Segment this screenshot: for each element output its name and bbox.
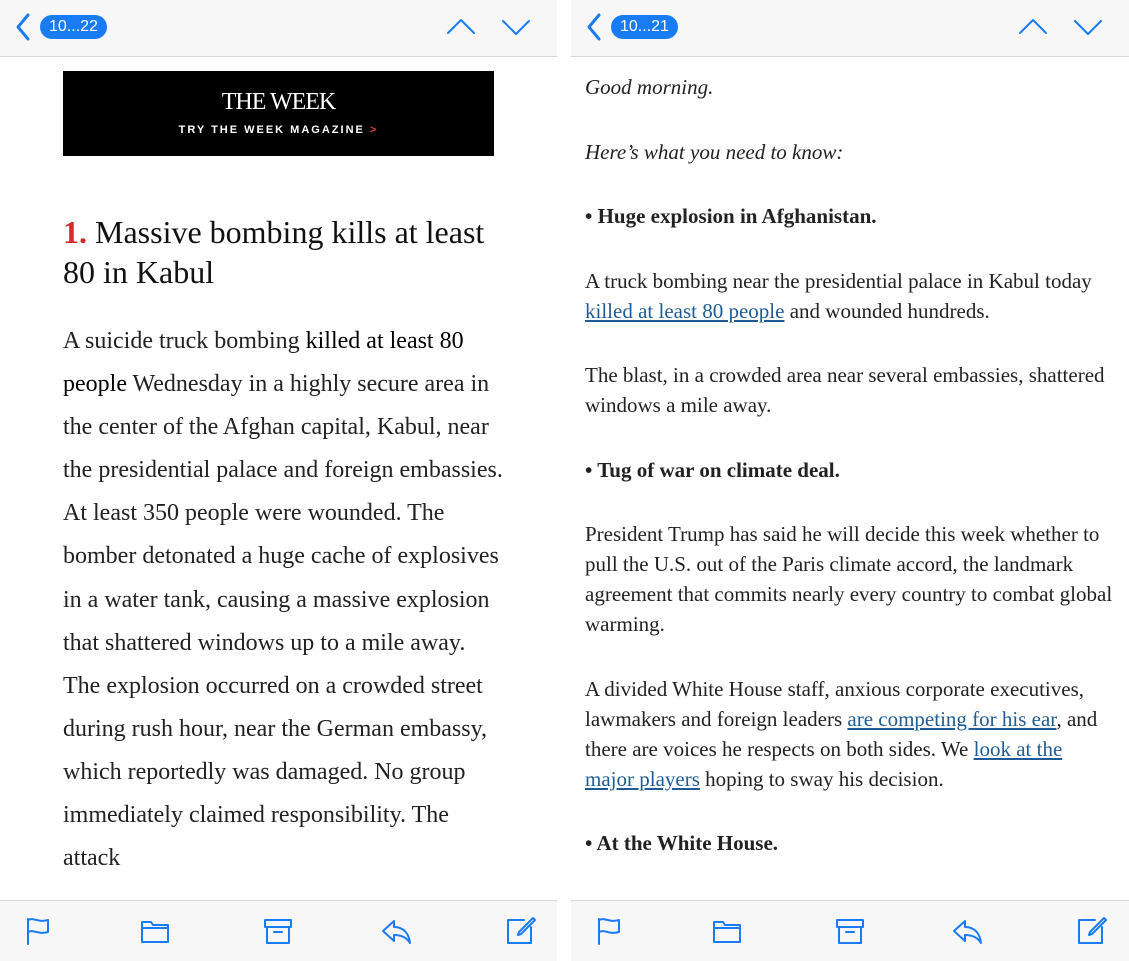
chevron-left-icon bbox=[585, 12, 605, 42]
top-nav-bar bbox=[0, 0, 557, 57]
item-paragraph: President Trump has said he will decide this week whether to pull the U.S. out of the Paris climate accord, the landmark agreement that commits nearly every country to combat global warming. bbox=[585, 522, 1113, 636]
unread-count-badge: 10...21 bbox=[611, 15, 678, 39]
story-number: 1. bbox=[63, 214, 87, 250]
story-heading bbox=[63, 212, 503, 292]
reply-icon[interactable] bbox=[951, 915, 983, 947]
flag-icon[interactable] bbox=[593, 915, 625, 947]
item-paragraph: The blast, in a crowded area near several embassies, shattered windows a mile away. bbox=[585, 363, 1105, 417]
intro: Here’s what you need to know: bbox=[585, 139, 844, 164]
chevron-up-icon[interactable] bbox=[445, 12, 477, 42]
archive-icon[interactable] bbox=[262, 915, 294, 947]
the-week-banner[interactable] bbox=[63, 71, 494, 156]
banner-cta[interactable]: TRY THE WEEK MAGAZINE > bbox=[178, 124, 379, 136]
greeting: Good morning. bbox=[585, 75, 714, 99]
flag-icon[interactable] bbox=[22, 915, 54, 947]
story-body: A suicide truck bombing killed at least 80 people Wednesday in a highly secure area in the center of the Afghan capital, Kabul, near the presidential palace and foreign embassies. At least 350 people were wounded. The bomber detonated a huge cache of explosives in a water tank, causing a massive explosion that shattered windows up to a mile away. The explosion occurred on a crowded street during rush hour, near the German embassy, which reportedly was damaged. No group immediately claimed responsibility. The attack bbox=[63, 328, 503, 872]
pane-divider bbox=[557, 0, 571, 961]
archive-icon[interactable] bbox=[834, 915, 866, 947]
compose-icon[interactable] bbox=[504, 915, 536, 947]
story-link[interactable]: killed at least 80 people bbox=[63, 328, 464, 398]
item-paragraph: A truck bombing near the presidential palace in Kabul today killed at least 80 people and wounded hundreds. bbox=[585, 268, 1092, 323]
banner-logo: THE WEEK bbox=[221, 89, 336, 115]
back-button[interactable] bbox=[14, 12, 107, 42]
item-paragraph: A divided White House staff, anxious corporate executives, lawmakers and foreign leaders are competing for his ear, and there are voices he respects on both sides. We look at the major players hoping to sway his decision. bbox=[585, 676, 1098, 791]
bottom-toolbar bbox=[0, 900, 557, 961]
chevron-left-icon bbox=[14, 12, 34, 42]
chevron-down-icon[interactable] bbox=[500, 12, 532, 42]
item-heading: • Tug of war on climate deal. bbox=[585, 457, 840, 482]
major-players-link[interactable]: look at the major players bbox=[585, 736, 1063, 791]
item-heading: • At the White House. bbox=[585, 831, 779, 855]
story-title: Massive bombing kills at least 80 in Kabul bbox=[63, 214, 485, 290]
top-nav-bar bbox=[571, 0, 1129, 57]
chevron-down-icon[interactable] bbox=[1072, 12, 1104, 42]
bottom-toolbar bbox=[571, 900, 1129, 961]
folder-icon[interactable] bbox=[711, 915, 743, 947]
left-message-pane bbox=[0, 0, 557, 961]
killed-link[interactable]: killed at least 80 people bbox=[585, 298, 785, 323]
back-button[interactable] bbox=[585, 12, 678, 42]
competing-link[interactable]: are competing for his ear bbox=[847, 706, 1057, 731]
newsletter-body bbox=[585, 72, 1115, 893]
chevron-up-icon[interactable] bbox=[1017, 12, 1049, 42]
reply-icon[interactable] bbox=[380, 915, 412, 947]
compose-icon[interactable] bbox=[1075, 915, 1107, 947]
item-heading: • Huge explosion in Afghanistan. bbox=[585, 204, 877, 228]
unread-count-badge: 10...22 bbox=[40, 15, 107, 39]
right-message-pane bbox=[571, 0, 1129, 961]
folder-icon[interactable] bbox=[139, 915, 171, 947]
